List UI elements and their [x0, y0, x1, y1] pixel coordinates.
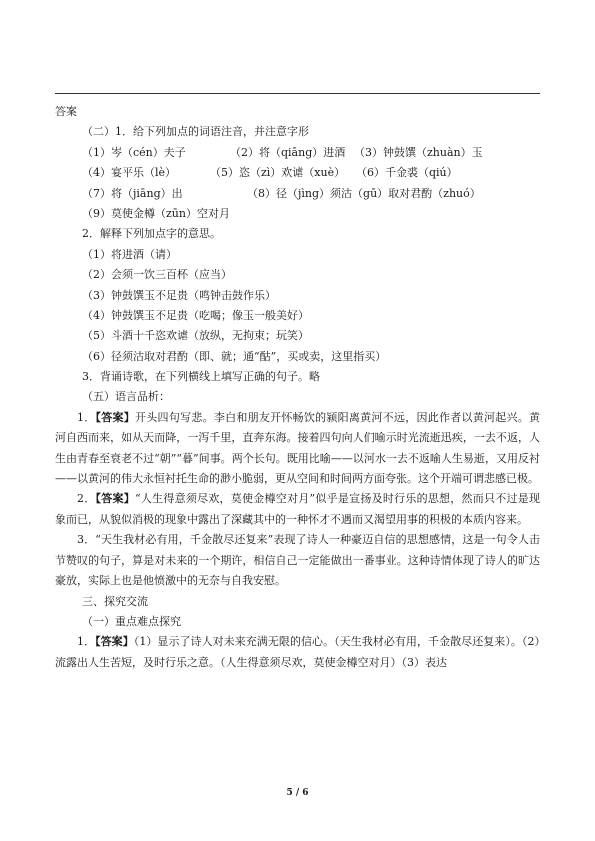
pinyin-item: （4）宴平乐（lè） [82, 166, 177, 180]
header-rule [55, 93, 540, 94]
analysis-answer-1: 1．【答案】开头四句写悲。李白和朋友开怀畅饮的颍阳离黄河不远，因此作者以黄河起兴。黄河自西而来，如从天而降，一泻千里，直奔东海。接着四句向人们喻示时光流逝迅疾，一去不返，人生由青春至衰老不过“朝”“暮”间事。两个长句。既用比喻——以河水一去不返喻人生易逝，又用反衬——以黄河的伟大永恒衬托生命的渺小脆弱，更从空间和时间两方面夸张。这个开端可谓悲感已极。 [55, 410, 541, 486]
section-3-subtitle: （一）重点难点探究 [82, 614, 181, 628]
section-3-title: 三、探究交流 [82, 594, 148, 608]
document-body [55, 102, 540, 673]
question-2: 2．解释下列加点字的意思。 [82, 227, 221, 241]
definition-item: （6）径须沽取对君酌（即、就；通“酤”，买或卖，这里指买） [82, 349, 387, 363]
question-3: 3．背诵诗歌，在下列横线上填写正确的句子。略 [82, 370, 320, 384]
pinyin-row-2 [55, 163, 540, 183]
pinyin-item: （7）将（jiāng）出 [82, 186, 183, 200]
answer-tag: 【答案】 [95, 635, 134, 649]
answer-tag: 【答案】 [95, 410, 136, 424]
definition-item: （2）会须一饮三百杯（应当） [82, 268, 232, 282]
page-number: 5 / 6 [286, 788, 309, 798]
pinyin-row-1 [55, 143, 540, 163]
pinyin-item: （1）岑（cén）夫子 [82, 145, 186, 159]
pinyin-item: （2）将（qiāng）进酒 [230, 145, 346, 159]
definition-item: （3）钟鼓馔玉不足贵（鸣钟击鼓作乐） [82, 288, 276, 302]
pinyin-row-4: （9）莫使金樽（zūn）空对月 [82, 206, 230, 220]
definition-item: （5）斗酒十千恣欢谑（放纵，无拘束；玩笑） [82, 329, 309, 343]
pinyin-item: （6）千金裘（qiú） [356, 166, 458, 180]
definition-item: （1）将进酒（请） [82, 247, 177, 261]
answer-tag: 【答案】 [95, 492, 135, 506]
pinyin-row-3 [55, 184, 540, 204]
pinyin-item: （5）恣（zì）欢谑（xuè） [210, 166, 346, 180]
answer-heading: 答案 [55, 105, 77, 118]
analysis-answer-2: 2．【答案】“人生得意须尽欢，莫使金樽空对月”似乎是宣扬及时行乐的思想，然而只不过是现象而已，从貌似消极的现象中露出了深藏其中的一种怀才不遇而又渴望用事的积极的本质内容来。 [55, 492, 541, 526]
analysis-answer-3: 3．“天生我材必有用，千金散尽还复来”表现了诗人一种豪迈自信的思想感情，这是一句令人击节赞叹的句子，算是对未来的一个期许，相信自己一定能做出一番事业。这种诗情体现了诗人的旷达豪放，实际上也是他愤激中的无奈与自我安慰。 [55, 533, 540, 588]
inquiry-answer-1: 1．【答案】（1）显示了诗人对未来充满无限的信心。（天生我材必有用，千金散尽还复来）。（2）流露出人生苦短，及时行乐之意。（人生得意须尽欢，莫使金樽空对月）（3）表达 [55, 635, 541, 669]
pinyin-item: （8）径（jìng）须沽（gū）取对君酌（zhuó） [247, 186, 481, 200]
section-5-title: （五）语言品析： [82, 390, 170, 404]
pinyin-item: （3）钟鼓馔（zhuàn）玉 [354, 145, 483, 159]
definition-item: （4）钟鼓馔玉不足贵（吃喝；像玉一般美好） [82, 308, 309, 322]
question-1: （二）1．给下列加点的词语注音，并注意字形 [82, 125, 309, 139]
